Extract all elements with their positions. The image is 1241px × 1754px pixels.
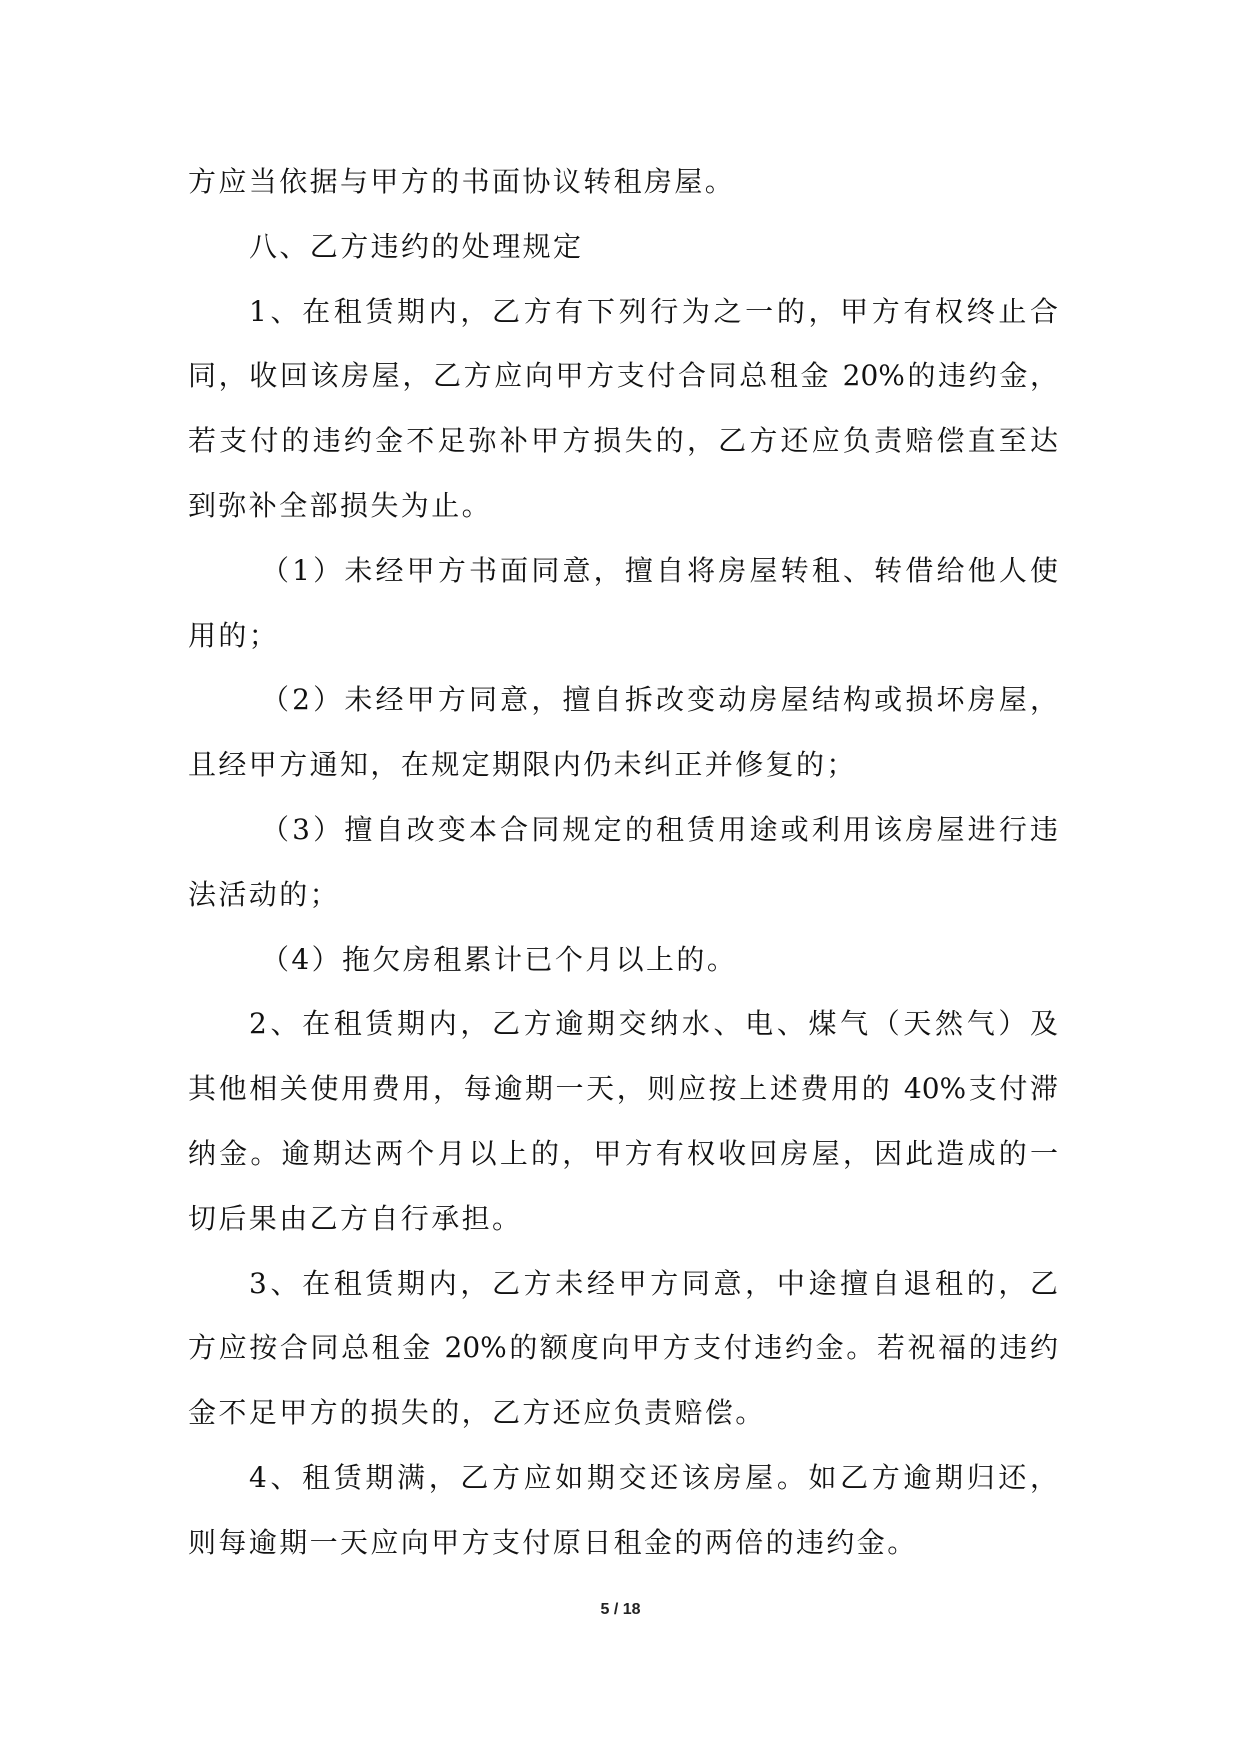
list-item-line: 用的； xyxy=(188,618,280,652)
paragraph-line: 4、租赁期满，乙方应如期交还该房屋。如乙方逾期归还， xyxy=(249,1460,1058,1494)
document-body xyxy=(188,150,1058,1576)
paragraph-line: 方应当依据与甲方的书面协议转租房屋。 xyxy=(188,165,736,198)
list-item-line: （2）未经甲方同意，擅自拆改变动房屋结构或损坏房屋， xyxy=(261,683,1058,717)
paragraph-line: 则每逾期一天应向甲方支付原日租金的两倍的违约金。 xyxy=(188,1525,918,1559)
paragraph-line: 3、在租赁期内，乙方未经甲方同意，中途擅自退租的，乙 xyxy=(249,1266,1058,1300)
paragraph-line: 同，收回该房屋，乙方应向甲方支付合同总租金 20%的违约金， xyxy=(188,359,1058,393)
list-item-line: 且经甲方通知，在规定期限内仍未纠正并修复的； xyxy=(188,748,857,782)
list-item-line: （1）未经甲方书面同意，擅自将房屋转租、转借给他人使 xyxy=(261,553,1058,587)
paragraph-line: 到弥补全部损失为止。 xyxy=(188,488,493,522)
page-number: 5 / 18 xyxy=(600,1601,641,1618)
paragraph-line: 切后果由乙方自行承担。 xyxy=(188,1201,523,1235)
list-item-line: （4）拖欠房租累计已个月以上的。 xyxy=(261,942,738,976)
paragraph-line: 2、在租赁期内，乙方逾期交纳水、电、煤气（天然气）及 xyxy=(249,1007,1058,1041)
list-item-line: （3）擅自改变本合同规定的租赁用途或利用该房屋进行违 xyxy=(261,812,1058,846)
paragraph-line: 若支付的违约金不足弥补甲方损失的，乙方还应负责赔偿直至达 xyxy=(188,424,1058,458)
paragraph-line: 其他相关使用费用，每逾期一天，则应按上述费用的 40%支付滞 xyxy=(188,1072,1058,1106)
list-item-line: 法活动的； xyxy=(188,877,341,911)
paragraph-line: 方应按合同总租金 20%的额度向甲方支付违约金。若祝福的违约 xyxy=(188,1331,1058,1365)
paragraph-line: 纳金。逾期达两个月以上的，甲方有权收回房屋，因此造成的一 xyxy=(188,1136,1058,1170)
paragraph-line: 金不足甲方的损失的，乙方还应负责赔偿。 xyxy=(188,1396,766,1430)
paragraph-line: 1、在租赁期内，乙方有下列行为之一的，甲方有权终止合 xyxy=(249,294,1058,328)
section-heading: 八、乙方违约的处理规定 xyxy=(249,229,584,263)
